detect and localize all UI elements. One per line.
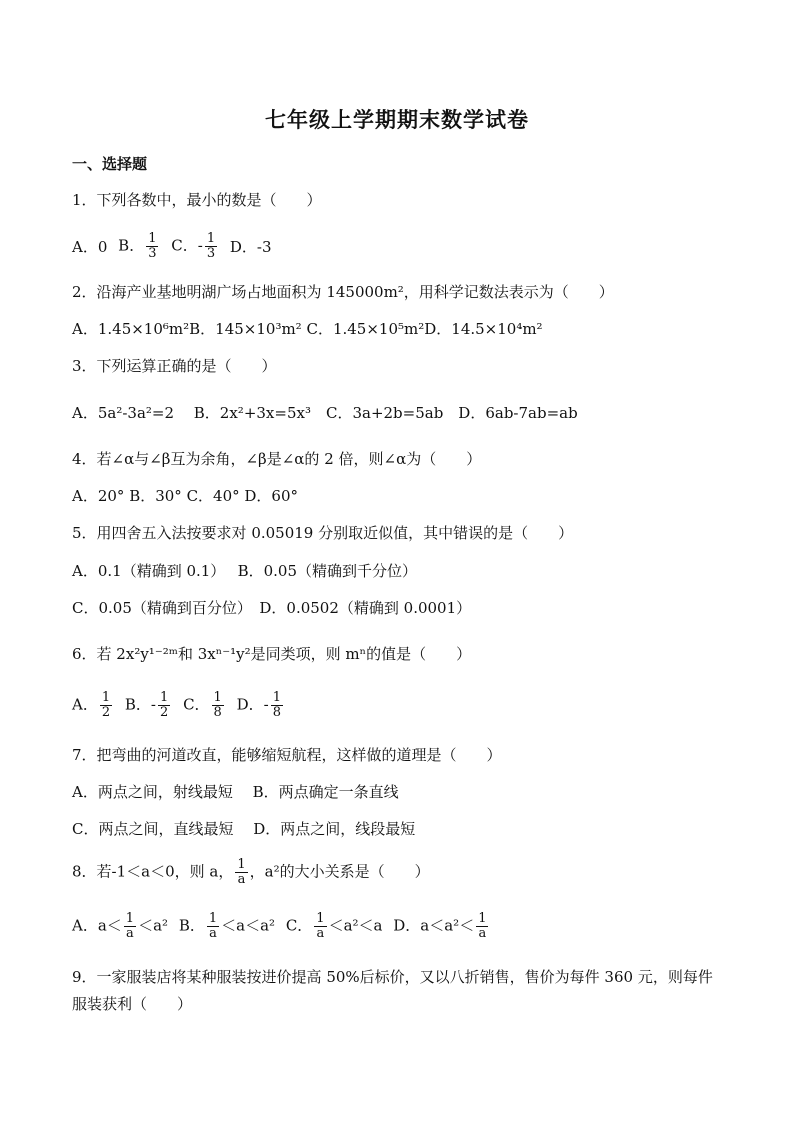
q8-option-c: C． $\frac{1}{a}$ ＜a²＜a <box>285 911 383 941</box>
question-4-stem: 4．若∠α与∠β互为余角，∠β是∠α的 2 倍，则∠α为（ ） <box>72 450 482 468</box>
question-5-options-row2: C．0.05（精确到百分位） D．0.0502（精确到 0.0001） <box>72 599 472 617</box>
question-5-stem: 5．用四舍五入法按要求对 0.05019 分别取近似值，其中错误的是（ ） <box>72 524 574 542</box>
fraction: $\frac{1}{8}$ <box>213 690 222 720</box>
question-7-stem: 7．把弯曲的河道改直，能够缩短航程，这样做的道理是（ ） <box>72 746 502 764</box>
page-title: 七年级上学期期末数学试卷 <box>265 107 529 132</box>
question-8-stem: 8．若-1＜a＜0，则 a， $\frac{1}{a}$ ，a²的大小关系是（ ） <box>72 857 430 887</box>
question-8-options <box>72 912 496 941</box>
fraction: $\frac{1}{a}$ <box>125 911 135 941</box>
q1-option-d: D．-3 <box>229 237 272 256</box>
q8-option-a: A．a＜ $\frac{1}{a}$ ＜a² <box>72 911 169 941</box>
q6-option-d: D．- $\frac{1}{8}$ <box>236 690 281 720</box>
question-5-options-row1: A．0.1（精确到 0.1） B．0.05（精确到千分位） <box>72 562 418 580</box>
question-1-options <box>72 232 278 261</box>
q6-option-c: C． $\frac{1}{8}$ <box>183 690 222 720</box>
fraction: $\frac{1}{a}$ <box>208 911 218 941</box>
question-6-stem: 6．若 2x²y¹⁻²ᵐ和 3xⁿ⁻¹y²是同类项，则 mⁿ的值是（ ） <box>72 645 472 663</box>
q8-option-d: D．a＜a²＜ $\frac{1}{a}$ <box>393 911 487 941</box>
q8-option-b: B． $\frac{1}{a}$ ＜a＜a² <box>178 911 276 941</box>
question-1-stem: 1．下列各数中，最小的数是（ ） <box>72 191 322 209</box>
fraction: $\frac{1}{a}$ <box>237 857 246 887</box>
q6-option-b: B．- $\frac{1}{2}$ <box>124 690 169 720</box>
fraction: $\frac{1}{2}$ <box>101 690 111 720</box>
section-heading: 一、选择题 <box>72 155 148 173</box>
fraction: $\frac{1}{3}$ <box>148 231 157 261</box>
question-7-options-row1: A．两点之间，射线最短 B．两点确定一条直线 <box>72 783 399 801</box>
q1-option-b: B． $\frac{1}{3}$ <box>118 231 157 261</box>
fraction: $\frac{1}{8}$ <box>272 690 281 720</box>
fraction: $\frac{1}{3}$ <box>206 231 216 261</box>
fraction: $\frac{1}{a}$ <box>316 911 325 941</box>
q1-option-a: A．0 <box>72 237 108 256</box>
question-3-options: A．5a²-3a²=2 B．2x²+3x=5x³ C．3a+2b=5ab D．6ab-7ab=ab <box>72 404 578 422</box>
q1-option-c: C．- $\frac{1}{3}$ <box>171 231 216 261</box>
fraction: $\frac{1}{a}$ <box>478 911 487 941</box>
question-6-options <box>72 691 291 720</box>
q6-option-a: A． $\frac{1}{2}$ <box>72 690 111 720</box>
question-7-options-row2: C．两点之间，直线最短 D．两点之间，线段最短 <box>72 820 416 838</box>
fraction: $\frac{1}{2}$ <box>160 690 169 720</box>
question-9-stem: 9．一家服装店将某种服装按进价提高 50%后标价，又以八折销售，售价为每件 360 元，则每件服装获利（ ） <box>72 968 713 1013</box>
question-2-stem: 2．沿海产业基地明湖广场占地面积为 145000m²，用科学记数法表示为（ ） <box>72 283 614 301</box>
question-4-options: A．20° B．30° C．40° D．60° <box>72 487 299 505</box>
question-2-options: A．1.45×10⁶m²B．145×10³m² C．1.45×10⁵m²D．14.5×10⁴m² <box>72 320 543 338</box>
question-3-stem: 3．下列运算正确的是（ ） <box>72 357 277 375</box>
